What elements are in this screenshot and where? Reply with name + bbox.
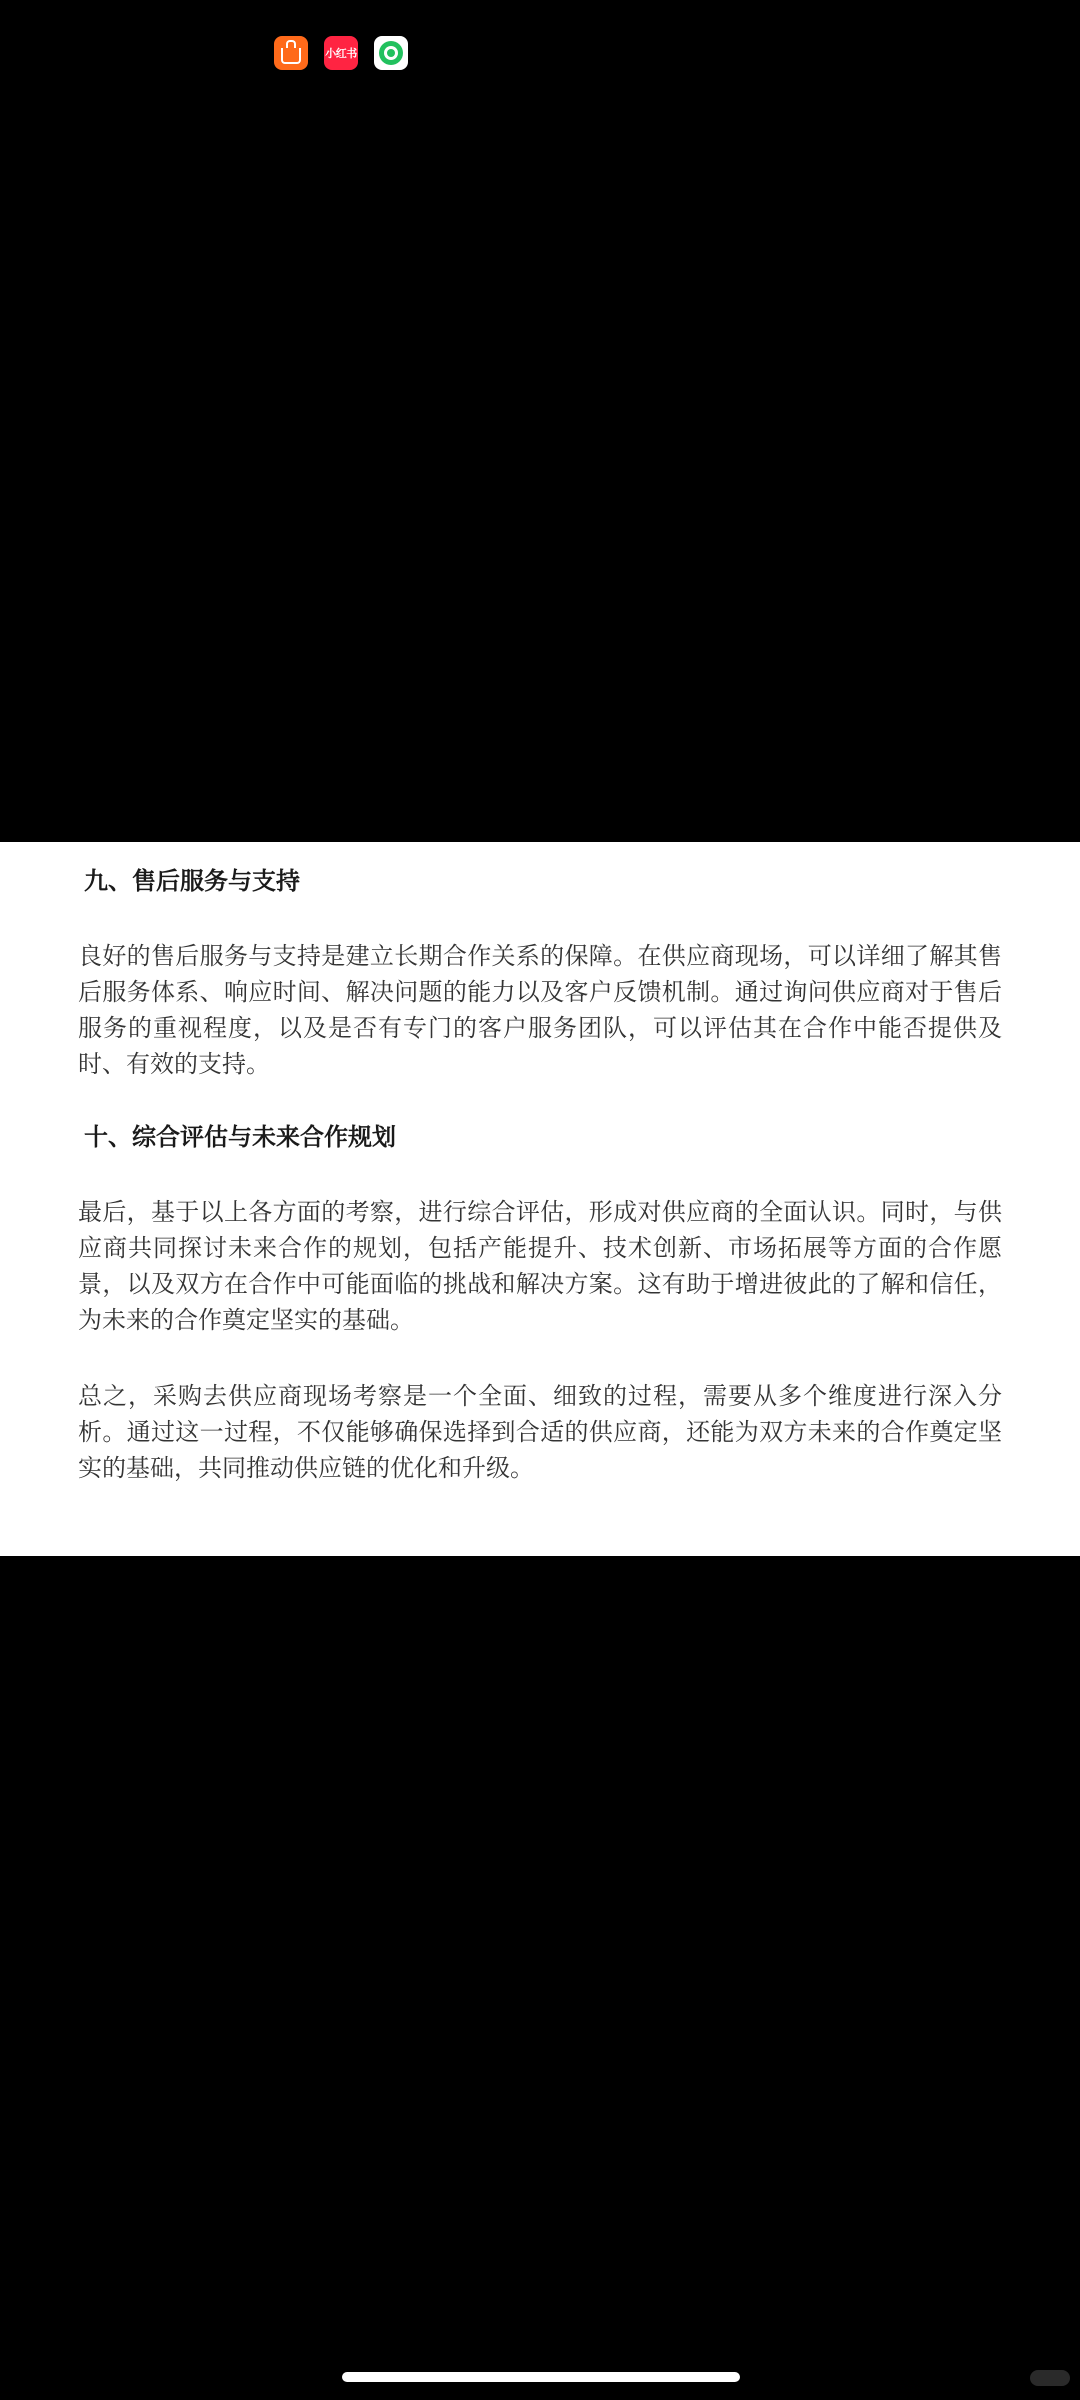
taobao-app-icon — [274, 36, 308, 70]
green-ring-app-icon — [374, 36, 408, 70]
status-bar-app-icons — [274, 36, 408, 70]
document-image — [0, 842, 1080, 1556]
xiaohongshu-app-icon — [324, 36, 358, 70]
ring-icon — [379, 41, 403, 65]
xiaohongshu-icon-label: 小红书 — [325, 47, 357, 60]
section-9-paragraph: 良好的售后服务与支持是建立长期合作关系的保障。在供应商现场，可以详细了解其售后服务体系、响应时间、解决问题的能力以及客户反馈机制。通过询问供应商对于售后服务的重视程度，以及是否有专门的客户服务团队，可以评估其在合作中能否提供及时、有效的支持。 — [78, 942, 1002, 1078]
conclusion-paragraph: 总之，采购去供应商现场考察是一个全面、细致的过程，需要从多个维度进行深入分析。通过这一过程，不仅能够确保选择到合适的供应商，还能为双方未来的合作奠定坚实的基础，共同推动供应链的优化和升级。 — [78, 1382, 1002, 1482]
shopping-bag-icon — [281, 48, 301, 64]
section-10-heading: 十、综合评估与未来合作规划 — [84, 1123, 396, 1151]
watermark-badge — [1030, 2370, 1070, 2386]
home-indicator[interactable] — [342, 2372, 740, 2382]
section-10-paragraph: 最后，基于以上各方面的考察，进行综合评估，形成对供应商的全面认识。同时，与供应商共同探讨未来合作的规划，包括产能提升、技术创新、市场拓展等方面的合作愿景，以及双方在合作中可能面临的挑战和解决方案。这有助于增进彼此的了解和信任，为未来的合作奠定坚实的基础。 — [78, 1198, 1002, 1334]
section-9-heading: 九、售后服务与支持 — [84, 867, 300, 895]
